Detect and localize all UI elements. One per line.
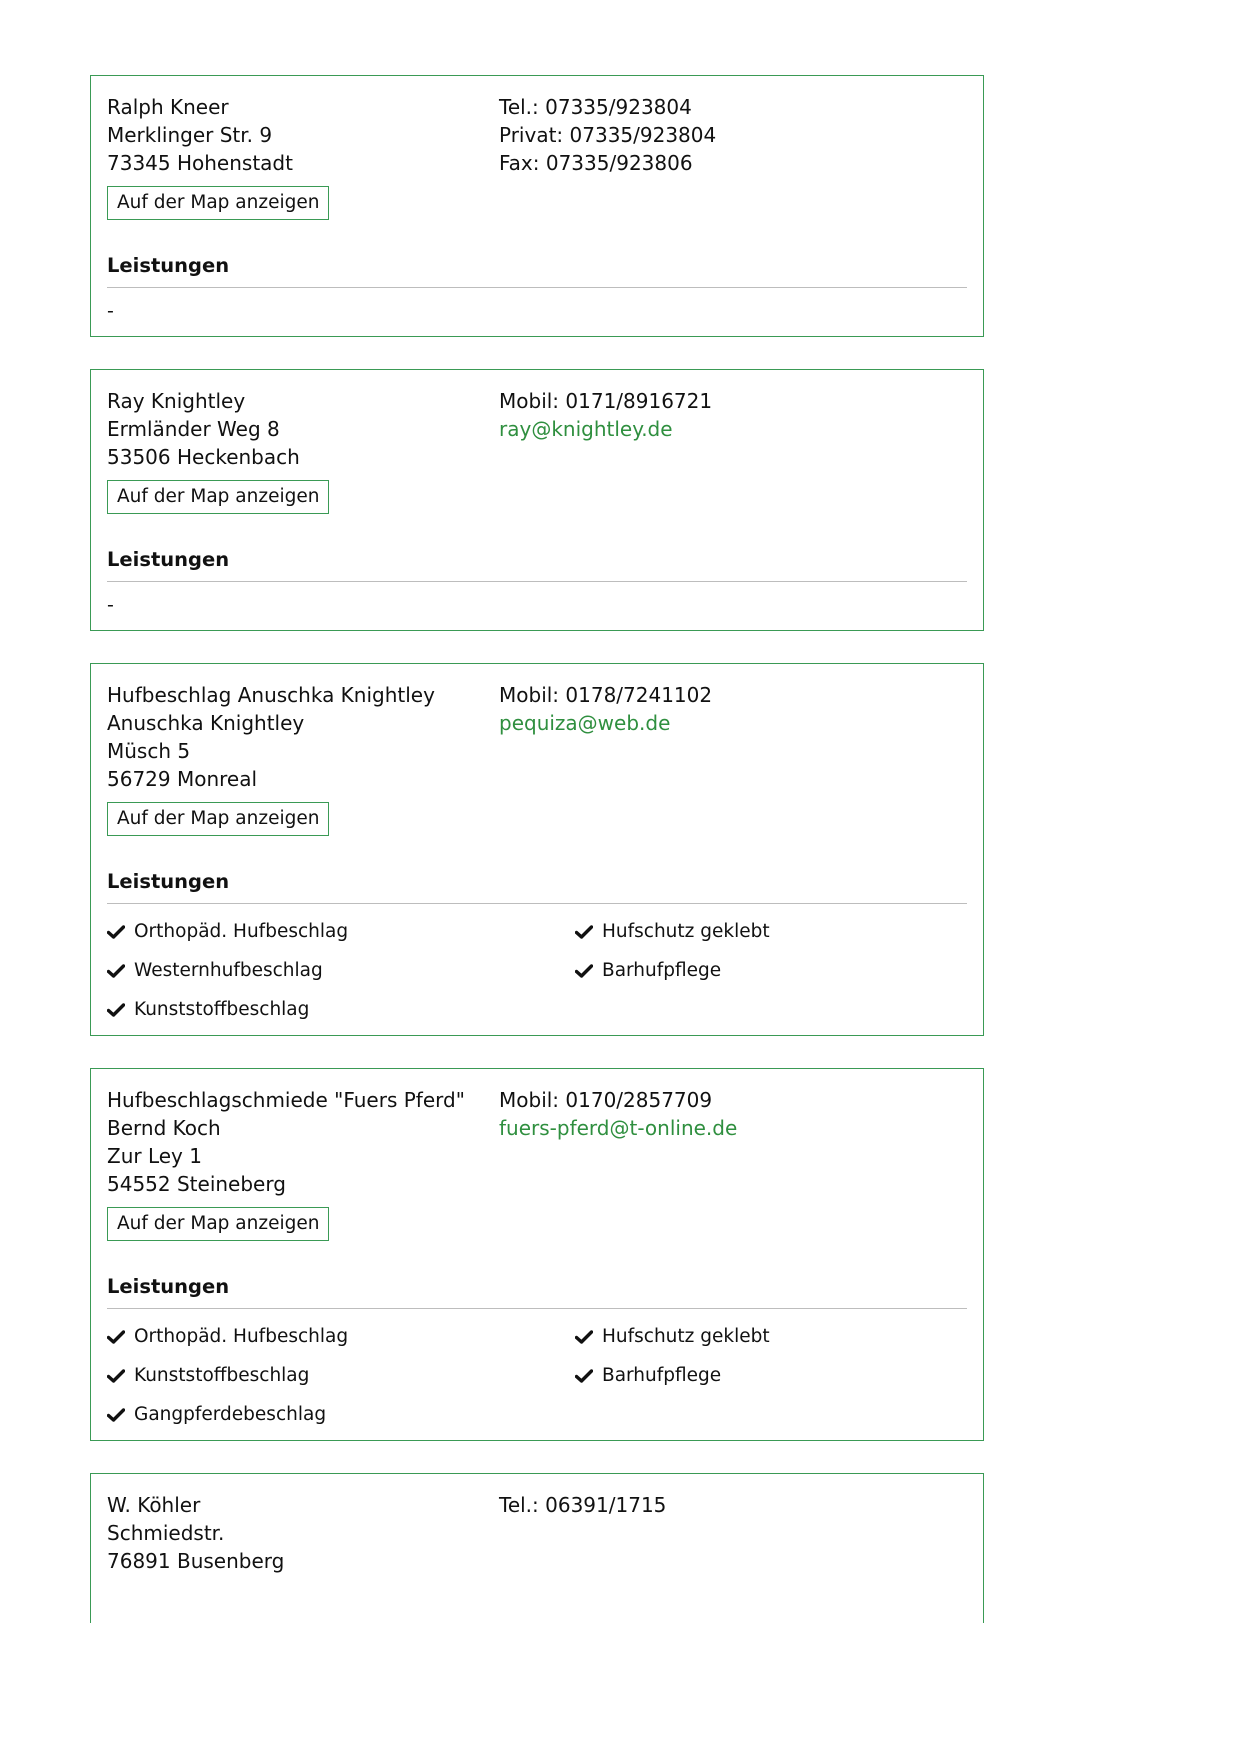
checkmark-icon [107,964,125,978]
address-block [107,1491,499,1575]
checkmark-icon [575,1369,593,1383]
service-item [107,959,575,982]
services-empty: - [107,594,114,616]
postal-city: 53506 Heckenbach [107,445,300,469]
services-heading: Leistungen [107,548,967,582]
services-heading: Leistungen [107,254,967,288]
contact-block [499,681,712,737]
farrier-card [90,663,984,1036]
card-header [107,681,967,793]
contact-block [499,1086,737,1142]
farrier-name: Bernd Koch [107,1116,221,1140]
contact-block [499,387,712,443]
service-item [107,1403,575,1426]
checkmark-icon [575,964,593,978]
farrier-name: Anuschka Knightley [107,711,305,735]
mobile-phone: Mobil: 0178/7241102 [499,683,713,707]
checkmark-icon [575,925,593,939]
service-item [107,920,575,943]
postal-city: 56729 Monreal [107,767,258,791]
email-link[interactable]: fuers-pferd@t-online.de [499,1116,738,1140]
farrier-card [90,75,984,337]
services-list [107,904,967,1035]
address-block [107,681,499,793]
farrier-list [90,75,984,1623]
street: Schmiedstr. [107,1521,225,1545]
service-item [107,998,575,1021]
email-link[interactable]: ray@knightley.de [499,417,673,441]
business-name: Hufbeschlagschmiede "Fuers Pferd" [107,1088,465,1112]
services-list [107,1309,967,1440]
service-item [575,1364,967,1387]
card-header [107,93,967,177]
address-block [107,1086,499,1198]
checkmark-icon [107,1408,125,1422]
farrier-card [90,369,984,631]
service-label: Hufschutz geklebt [602,1326,770,1347]
services-heading: Leistungen [107,870,967,904]
postal-city: 76891 Busenberg [107,1549,285,1573]
checkmark-icon [107,1003,125,1017]
show-on-map-button[interactable]: Auf der Map anzeigen [107,802,329,836]
show-on-map-button[interactable]: Auf der Map anzeigen [107,1207,329,1241]
service-label: Barhufpflege [602,1365,722,1386]
show-on-map-button[interactable]: Auf der Map anzeigen [107,186,329,220]
street: Ermländer Weg 8 [107,417,280,441]
service-label: Kunststoffbeschlag [134,999,310,1020]
mobile-phone: Mobil: 0171/8916721 [499,389,713,413]
fax: Fax: 07335/923806 [499,151,693,175]
contact-block [499,93,716,177]
service-item [575,920,967,943]
card-header [107,1491,967,1575]
service-label: Westernhufbeschlag [134,960,323,981]
phone: Tel.: 06391/1715 [499,1493,667,1517]
street: Zur Ley 1 [107,1144,202,1168]
service-label: Kunststoffbeschlag [134,1365,310,1386]
farrier-name: Ray Knightley [107,389,246,413]
farrier-name: Ralph Kneer [107,95,229,119]
email-link[interactable]: pequiza@web.de [499,711,671,735]
street: Müsch 5 [107,739,191,763]
service-label: Barhufpflege [602,960,722,981]
card-header [107,387,967,471]
service-item [107,1364,575,1387]
street: Merklinger Str. 9 [107,123,273,147]
service-label: Hufschutz geklebt [602,921,770,942]
checkmark-icon [575,1330,593,1344]
card-header [107,1086,967,1198]
address-block [107,93,499,177]
farrier-card [90,1068,984,1441]
service-item [107,1325,575,1348]
service-label: Orthopäd. Hufbeschlag [134,1326,349,1347]
farrier-card [90,1473,984,1623]
service-label: Orthopäd. Hufbeschlag [134,921,349,942]
checkmark-icon [107,1369,125,1383]
contact-block [499,1491,666,1519]
phone: Tel.: 07335/923804 [499,95,692,119]
checkmark-icon [107,1330,125,1344]
services-heading: Leistungen [107,1275,967,1309]
farrier-name: W. Köhler [107,1493,201,1517]
show-on-map-button[interactable]: Auf der Map anzeigen [107,480,329,514]
postal-city: 54552 Steineberg [107,1172,286,1196]
service-item [575,959,967,982]
service-item [575,1325,967,1348]
checkmark-icon [107,925,125,939]
address-block [107,387,499,471]
postal-city: 73345 Hohenstadt [107,151,293,175]
mobile-phone: Mobil: 0170/2857709 [499,1088,713,1112]
private-phone: Privat: 07335/923804 [499,123,717,147]
service-label: Gangpferdebeschlag [134,1404,327,1425]
services-empty: - [107,300,114,322]
business-name: Hufbeschlag Anuschka Knightley [107,683,435,707]
